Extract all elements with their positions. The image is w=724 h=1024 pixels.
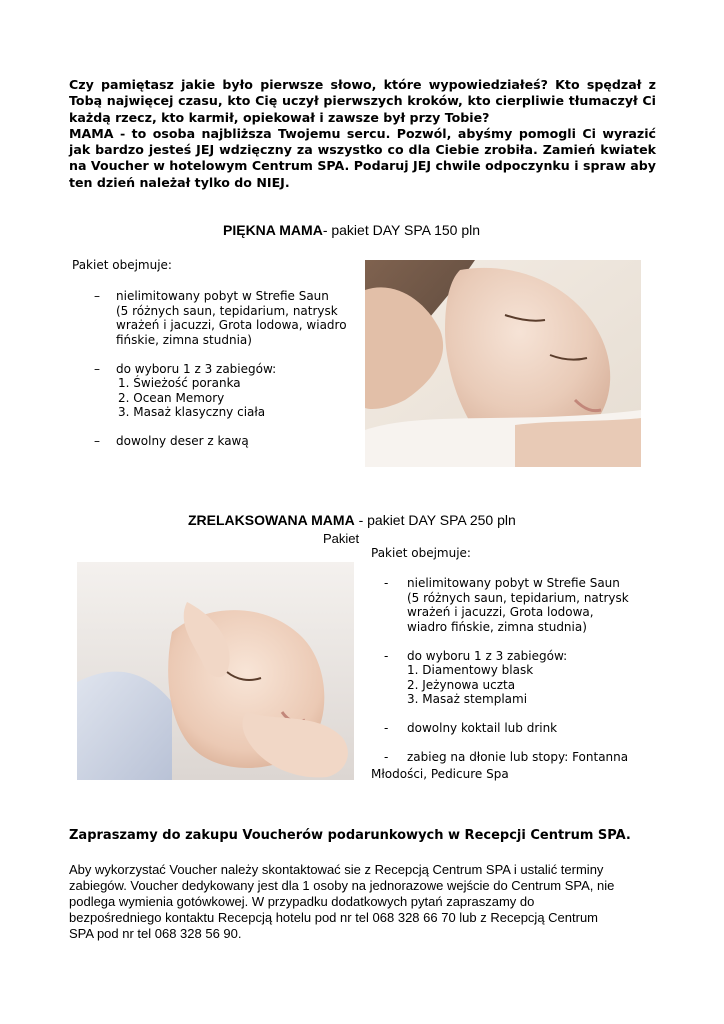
package-2-heading [188,512,516,529]
package-2-includes-label: Pakiet obejmuje: [371,546,471,560]
package-2-list [384,576,684,765]
dash-bullet: – [94,361,100,376]
package-2-extra: dowolny koktail lub drink [407,721,558,735]
package-1-extra: dowolny deser z kawą [116,434,249,448]
package-1-name: PIĘKNA MAMA [223,222,323,238]
voucher-info-line: podlega wymienia gotówkowej. W przypadku dodatkowych pytań zapraszamy do [69,894,535,909]
package-2-treatment: 1. Diamentowy blask [407,663,534,677]
package-2-item-sauna [384,576,684,634]
package-1-treatment: 3. Masaż klasyczny ciała [118,405,266,419]
package-2-item-line: wrażeń i jacuzzi, Grota lodowa, [407,605,594,619]
intro-paragraph-1: Czy pamiętasz jakie było pierwsze słowo, które wypowiedziałeś? Kto spędzał z Tobą najwięcej czasu, kto Cię uczył pierwszych kroków, kto cierpliwie tłumaczył Ci każdą rzecz, kto karmił, opiekował i zawsze był przy Tobie? [69,77,656,125]
package-2-treatment: 2. Jeżynowa uczta [407,677,516,692]
voucher-info-line: zabiegów. Voucher dedykowany jest dla 1 osoby na jednorazowe wejście do Centrum SPA, nie [69,878,615,893]
voucher-section-title: Zapraszamy do zakupu Voucherów podarunkowych w Recepcji Centrum SPA. [69,828,631,843]
package-1-list [94,289,364,449]
package-1-item-line: fińskie, zimna studnia) [116,332,252,347]
voucher-info-line: Aby wykorzystać Voucher należy skontaktować sie z Recepcją Centrum SPA i ustalić terminy [69,862,604,877]
package-1-item-line: (5 różnych saun, tepidarium, natrysk [116,303,338,318]
package-1-item-dessert [94,434,364,449]
voucher-info-line: SPA pod nr tel 068 328 56 90. [69,926,242,941]
package-1-treatment: 1. Świeżość poranka [118,376,241,390]
package-1-choice-label: do wyboru 1 z 3 zabiegów: [116,361,277,376]
intro-paragraph-2: MAMA - to osoba najbliższa Twojemu sercu. Pozwól, abyśmy pomogli Ci wyrazić jak bardzo jesteś JEJ wdzięczny za wszystko co dla Ciebie zrobiła. Zamień kwiatek na Voucher w hotelowym Centrum SPA. Podaruj JEJ chwile odpoczynku i spraw aby ten dzień należał tylko do NIEJ. [69,125,656,190]
voucher-info-line: bezpośredniego kontaktu Recepcją hotelu pod nr tel 068 328 66 70 lub z Recepcją Centrum [69,910,599,925]
dash-bullet: - [384,750,389,764]
package-2-stray-label: Pakiet [323,531,360,546]
package-1-treatment: 2. Ocean Memory [118,390,225,405]
package-2-item-line: nielimitowany pobyt w Strefie Saun [407,576,620,590]
package-1-item-line: nielimitowany pobyt w Strefie Saun [116,289,329,303]
package-2-name: ZRELAKSOWANA MAMA [188,512,355,528]
voucher-info-text [69,862,659,942]
dash-bullet: - [384,648,389,663]
dash-bullet: - [384,721,389,735]
package-2-photo [77,562,354,780]
dash-bullet: - [384,576,389,590]
package-2-choice-label: do wyboru 1 z 3 zabiegów: [407,648,568,663]
package-2-treatment: 3. Masaż stemplami [407,692,528,706]
dash-bullet: – [94,289,100,303]
package-2-item-drink [384,721,684,736]
package-1-item-sauna [94,289,364,347]
package-1-heading [223,222,480,239]
package-1-includes-label: Pakiet obejmuje: [72,258,172,272]
package-1-item-choice [94,362,364,420]
package-1-subtitle: - pakiet DAY SPA 150 pln [322,222,481,238]
package-2-item-line: (5 różnych saun, tepidarium, natrysk [407,590,629,605]
package-2-item-choice [384,649,684,707]
package-2-subtitle: - pakiet DAY SPA 250 pln [354,512,516,528]
intro-text [69,77,656,191]
package-1-item-line: wrażeń i jacuzzi, Grota lodowa, wiadro [116,318,347,332]
package-2-extra2-line1: zabieg na dłonie lub stopy: Fontanna [407,750,629,764]
package-2-item-hands-feet [384,750,684,765]
dash-bullet: – [94,434,100,448]
package-1-photo [365,260,641,467]
massage-woman-image [77,562,354,780]
package-2-item-line: wiadro fińskie, zimna studnia) [407,619,587,634]
sleeping-woman-image [365,260,641,467]
package-2-extra2-line2: Młodości, Pedicure Spa [371,767,509,781]
